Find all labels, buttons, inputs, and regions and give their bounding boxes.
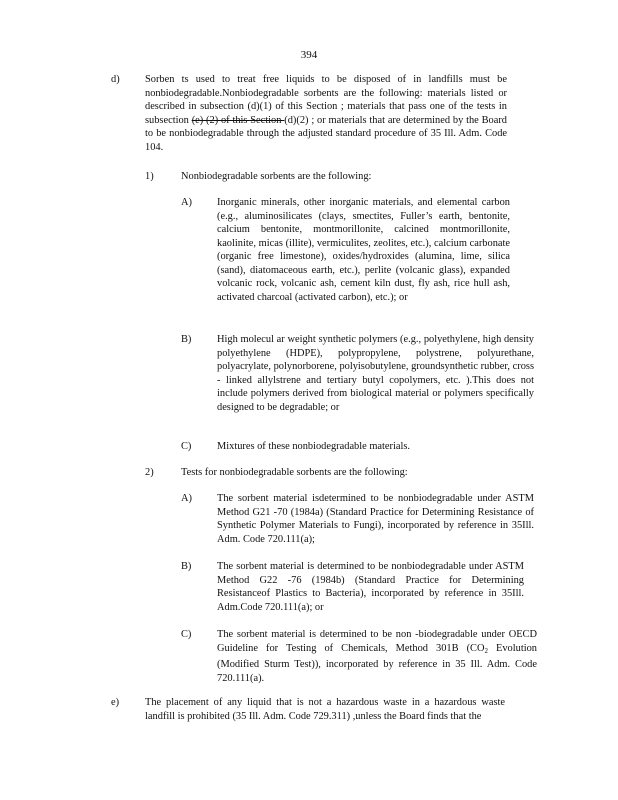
section-d-text bbox=[145, 73, 507, 154]
item-d2c-text bbox=[217, 628, 537, 685]
section-e-text: The placement of any liquid that is not a hazardous waste in a hazardous waste landfill is prohibited (35 Ill. Adm. Code 729.311) ,unless the Board finds that the bbox=[145, 697, 505, 722]
subsection-d2-marker: 2) bbox=[145, 467, 154, 478]
item-d2c-marker: C) bbox=[181, 629, 192, 640]
item-d2c-text-part1: The sorbent material is determined to be non -biodegradable under OECD Guideline for Testing of Chemicals, Method 301B (CO bbox=[217, 629, 537, 654]
item-d1a-text: Inorganic minerals, other inorganic materials, and elemental carbon (e.g., aluminosilicates (clays, smectites, Fuller’s earth, bentonite, calcium bentonite, montmorillonite, calcined montmorillonite, kaolinite, micas (illite), vermiculites, zeolites, etc.), calcium carbonate (organic free limestone), oxides/hydroxides (alumina, lime, silica (sand), diatomaceous earth, etc.), perlite (volcanic glass), expanded volcanic rock, volcanic ash, cement kiln dust, fly ash, rice hull ash, activated charcoal (activated carbon), etc.); or bbox=[217, 197, 510, 303]
section-d bbox=[111, 73, 507, 154]
item-d2b bbox=[181, 560, 524, 614]
item-d1c bbox=[181, 440, 517, 454]
item-d2a-text: The sorbent material isdetermined to be nonbiodegradable under ASTM Method G21 -70 (1984a) (Standard Practice for Determining Resistance of Synthetic Polymer Materials to Fungi), incorporated by reference in 35Ill. Adm. Code 720.111(a); bbox=[217, 493, 534, 545]
item-d2b-marker: B) bbox=[181, 561, 192, 572]
item-d1c-text: Mixtures of these nonbiodegradable materials. bbox=[217, 441, 411, 452]
item-d2b-text: The sorbent material is determined to be nonbiodegradable under ASTM Method G22 -76 (1984b) (Standard Practice for Determining Resistanceof Plastics to Bacteria), incorporated by reference in 35Ill. Adm.Code 720.111(a); or bbox=[217, 561, 524, 613]
item-d1c-marker: C) bbox=[181, 441, 192, 452]
item-d1b-marker: B) bbox=[181, 334, 192, 345]
subsection-d1-marker: 1) bbox=[145, 171, 154, 182]
section-e-marker: e) bbox=[111, 697, 120, 708]
section-d-marker: d) bbox=[111, 74, 120, 85]
page-number: 394 bbox=[300, 49, 318, 61]
item-d2c bbox=[181, 628, 537, 685]
subsection-d1 bbox=[145, 170, 481, 184]
section-e bbox=[111, 696, 505, 723]
struck-text: (e) (2) of this Section bbox=[191, 114, 285, 126]
co2-subscript: 2 bbox=[484, 646, 488, 655]
item-d1a bbox=[181, 196, 510, 304]
section-d-text-part1: Sorben ts used to treat free liquids to be disposed of in landfills must be nonbiodegradable.Nonbiodegradable sorbents are the following: materials listed or described in subsection (d)(1) of this Section ; materials that pass one of the tests in subsection bbox=[145, 74, 507, 126]
item-d1b-text: High molecul ar weight synthetic polymers (e.g., polyethylene, high density polyethylene (HDPE), polypropylene, polystrene, polyurethane, polyacrylate, polynorborene, polyisobutylene, groundsynthetic rubber, cross - linked allylstrene and tertiary butyl copolymers, etc. ).This does not include polymers derived from biological material or polymers specifically designed to be degradable; or bbox=[217, 334, 534, 413]
subsection-d2-text: Tests for nonbiodegradable sorbents are the following: bbox=[181, 467, 408, 478]
section-d-text-part2: (d)(2) ; or materials that are determined by the Board to be nonbiodegradable through the adjusted standard procedure of 35 Ill. Adm. Code 104. bbox=[145, 114, 507, 153]
item-d2a-marker: A) bbox=[181, 493, 192, 504]
subsection-d2 bbox=[145, 466, 481, 480]
item-d2a bbox=[181, 492, 534, 546]
item-d1a-marker: A) bbox=[181, 197, 192, 208]
item-d1b bbox=[181, 333, 534, 414]
subsection-d1-text: Nonbiodegradable sorbents are the following: bbox=[181, 171, 372, 182]
item-d2c-text-part2: Evolution (Modified Sturm Test)), incorporated by reference in 35 Ill. Adm. Code 720.111(a). bbox=[217, 642, 537, 684]
